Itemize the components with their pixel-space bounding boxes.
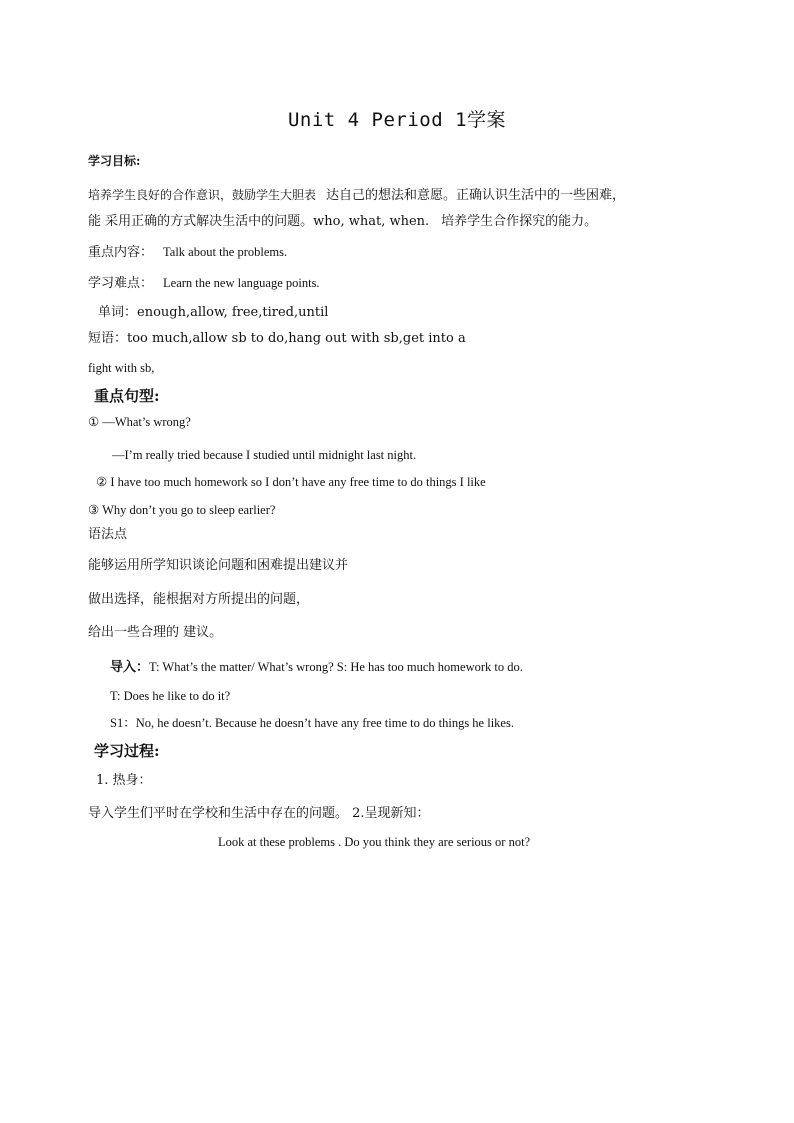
step-1: 1. 热身： (96, 773, 152, 788)
objectives-label: 学习目标: (88, 154, 141, 168)
phrases-line-2: fight with sb, (88, 361, 155, 375)
objectives-line-2b: 培养学生合作探究的能力。 (441, 214, 598, 229)
grammar-label: 语法点 (88, 527, 128, 542)
sentence-3: ③ Why don’t you go to sleep earlier? (88, 503, 276, 517)
sentence-2: ② I have too much homework so I don’t have any free time to do things I like (96, 475, 486, 489)
vocabulary-words: 单词：enough,allow, free,tired,until (98, 305, 329, 320)
key-content-value: Talk about the problems. (163, 245, 288, 259)
document-title: Unit 4 Period 1学案 (287, 109, 507, 131)
phrases-line-1: 短语：too much,allow sb to do,hang out with sb,get into a (88, 331, 466, 346)
difficulty-label: 学习难点： (88, 276, 154, 291)
step-1-description: 导入学生们平时在学校和生活中存在的问题。 2.呈现新知： (88, 806, 430, 821)
step-2-prompt: Look at these problems . Do you think they are serious or not? (218, 835, 531, 849)
difficulty (88, 275, 320, 292)
key-sentences-heading: 重点句型: (94, 387, 160, 405)
key-content-label: 重点内容： (88, 245, 154, 260)
sentence-1-reply: —I’m really tried because I studied until midnight last night. (112, 448, 417, 462)
objectives-line-2 (88, 214, 597, 230)
sentence-1: ① —What’s wrong? (88, 415, 191, 429)
intro-line-1-text: T: What’s the matter/ What’s wrong? S: He has too much homework to do. (149, 660, 523, 674)
objectives-line-2a: 能 采用正确的方式解决生活中的问题。who, what, when. (88, 214, 430, 229)
key-content (88, 244, 287, 261)
grammar-line-2: 做出选择，能根据对方所提出的问题， (88, 592, 310, 607)
grammar-line-1: 能够运用所学知识谈论问题和困难提出建议并 (88, 558, 349, 573)
intro-line-3: S1：No, he doesn’t. Because he doesn’t have any free time to do things he likes. (110, 716, 514, 730)
objectives-line-1 (88, 187, 625, 204)
process-heading: 学习过程: (94, 742, 160, 760)
grammar-line-3: 给出一些合理的 建议。 (88, 625, 223, 640)
difficulty-value: Learn the new language points. (163, 276, 320, 290)
intro-label: 导入： (110, 660, 150, 675)
intro-line-1 (110, 659, 523, 676)
intro-line-2: T: Does he like to do it? (110, 689, 231, 703)
objectives-line-1a: 培养学生良好的合作意识，鼓励学生大胆表 (88, 188, 317, 202)
objectives-line-1b: 达自己的想法和意愿。正确认识生活中的一些困难， (326, 188, 626, 203)
